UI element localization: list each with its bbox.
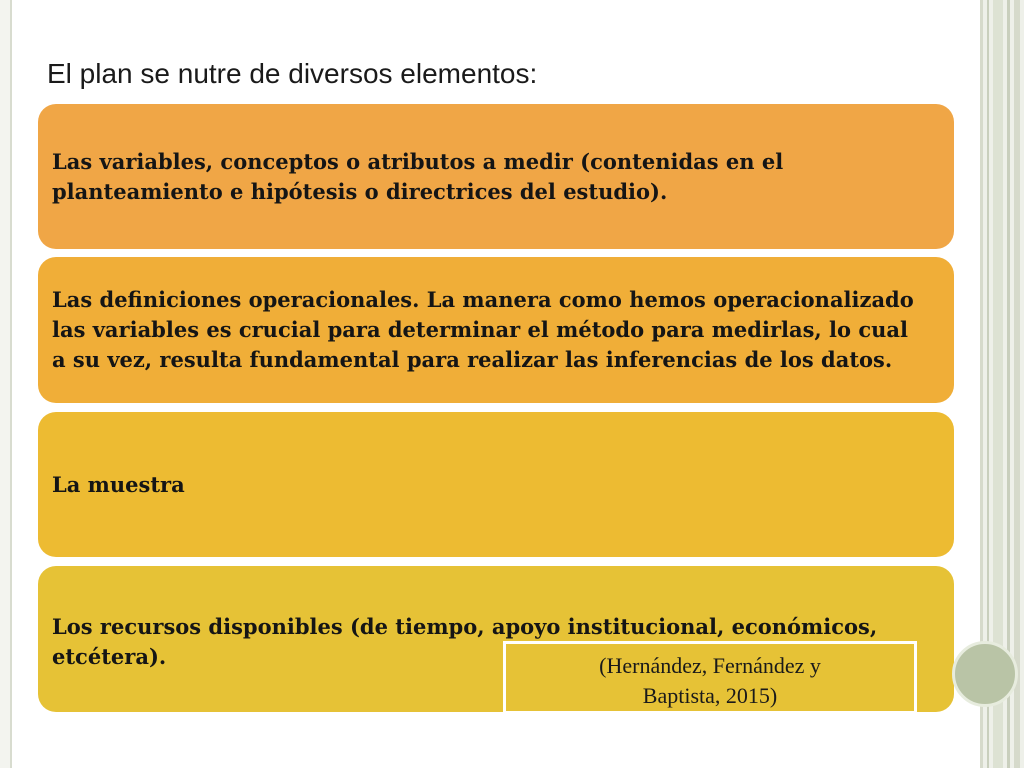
decorative-circle: [952, 641, 1018, 707]
slide-frame-left: [0, 0, 10, 768]
list-item-operational-definitions: [38, 257, 954, 403]
slide-title: El plan se nutre de diversos elementos:: [47, 58, 538, 89]
list-item-text: Los recursos disponibles (de tiempo, apoyo institucional, económicos, etcétera).: [52, 614, 878, 669]
citation-line-1: (Hernández, Fernández y: [599, 653, 821, 678]
list-item-sample: [38, 412, 954, 557]
list-item-text: La muestra: [52, 471, 185, 497]
list-item-text: Las definiciones operacionales. La manera como hemos operacionalizado las variables es crucial para determinar el método para medirlas, lo cual a su vez, resulta fundamental para realizar las inferencias de los datos.: [52, 287, 914, 372]
citation-line-2: Baptista, 2015): [642, 683, 778, 708]
slide-frame-left-line: [10, 0, 12, 768]
citation-box: [503, 641, 917, 714]
list-item-variables: [38, 104, 954, 249]
list-item-text: Las variables, conceptos o atributos a medir (contenidas en el planteamiento e hipótesis o directrices del estudio).: [52, 148, 784, 204]
